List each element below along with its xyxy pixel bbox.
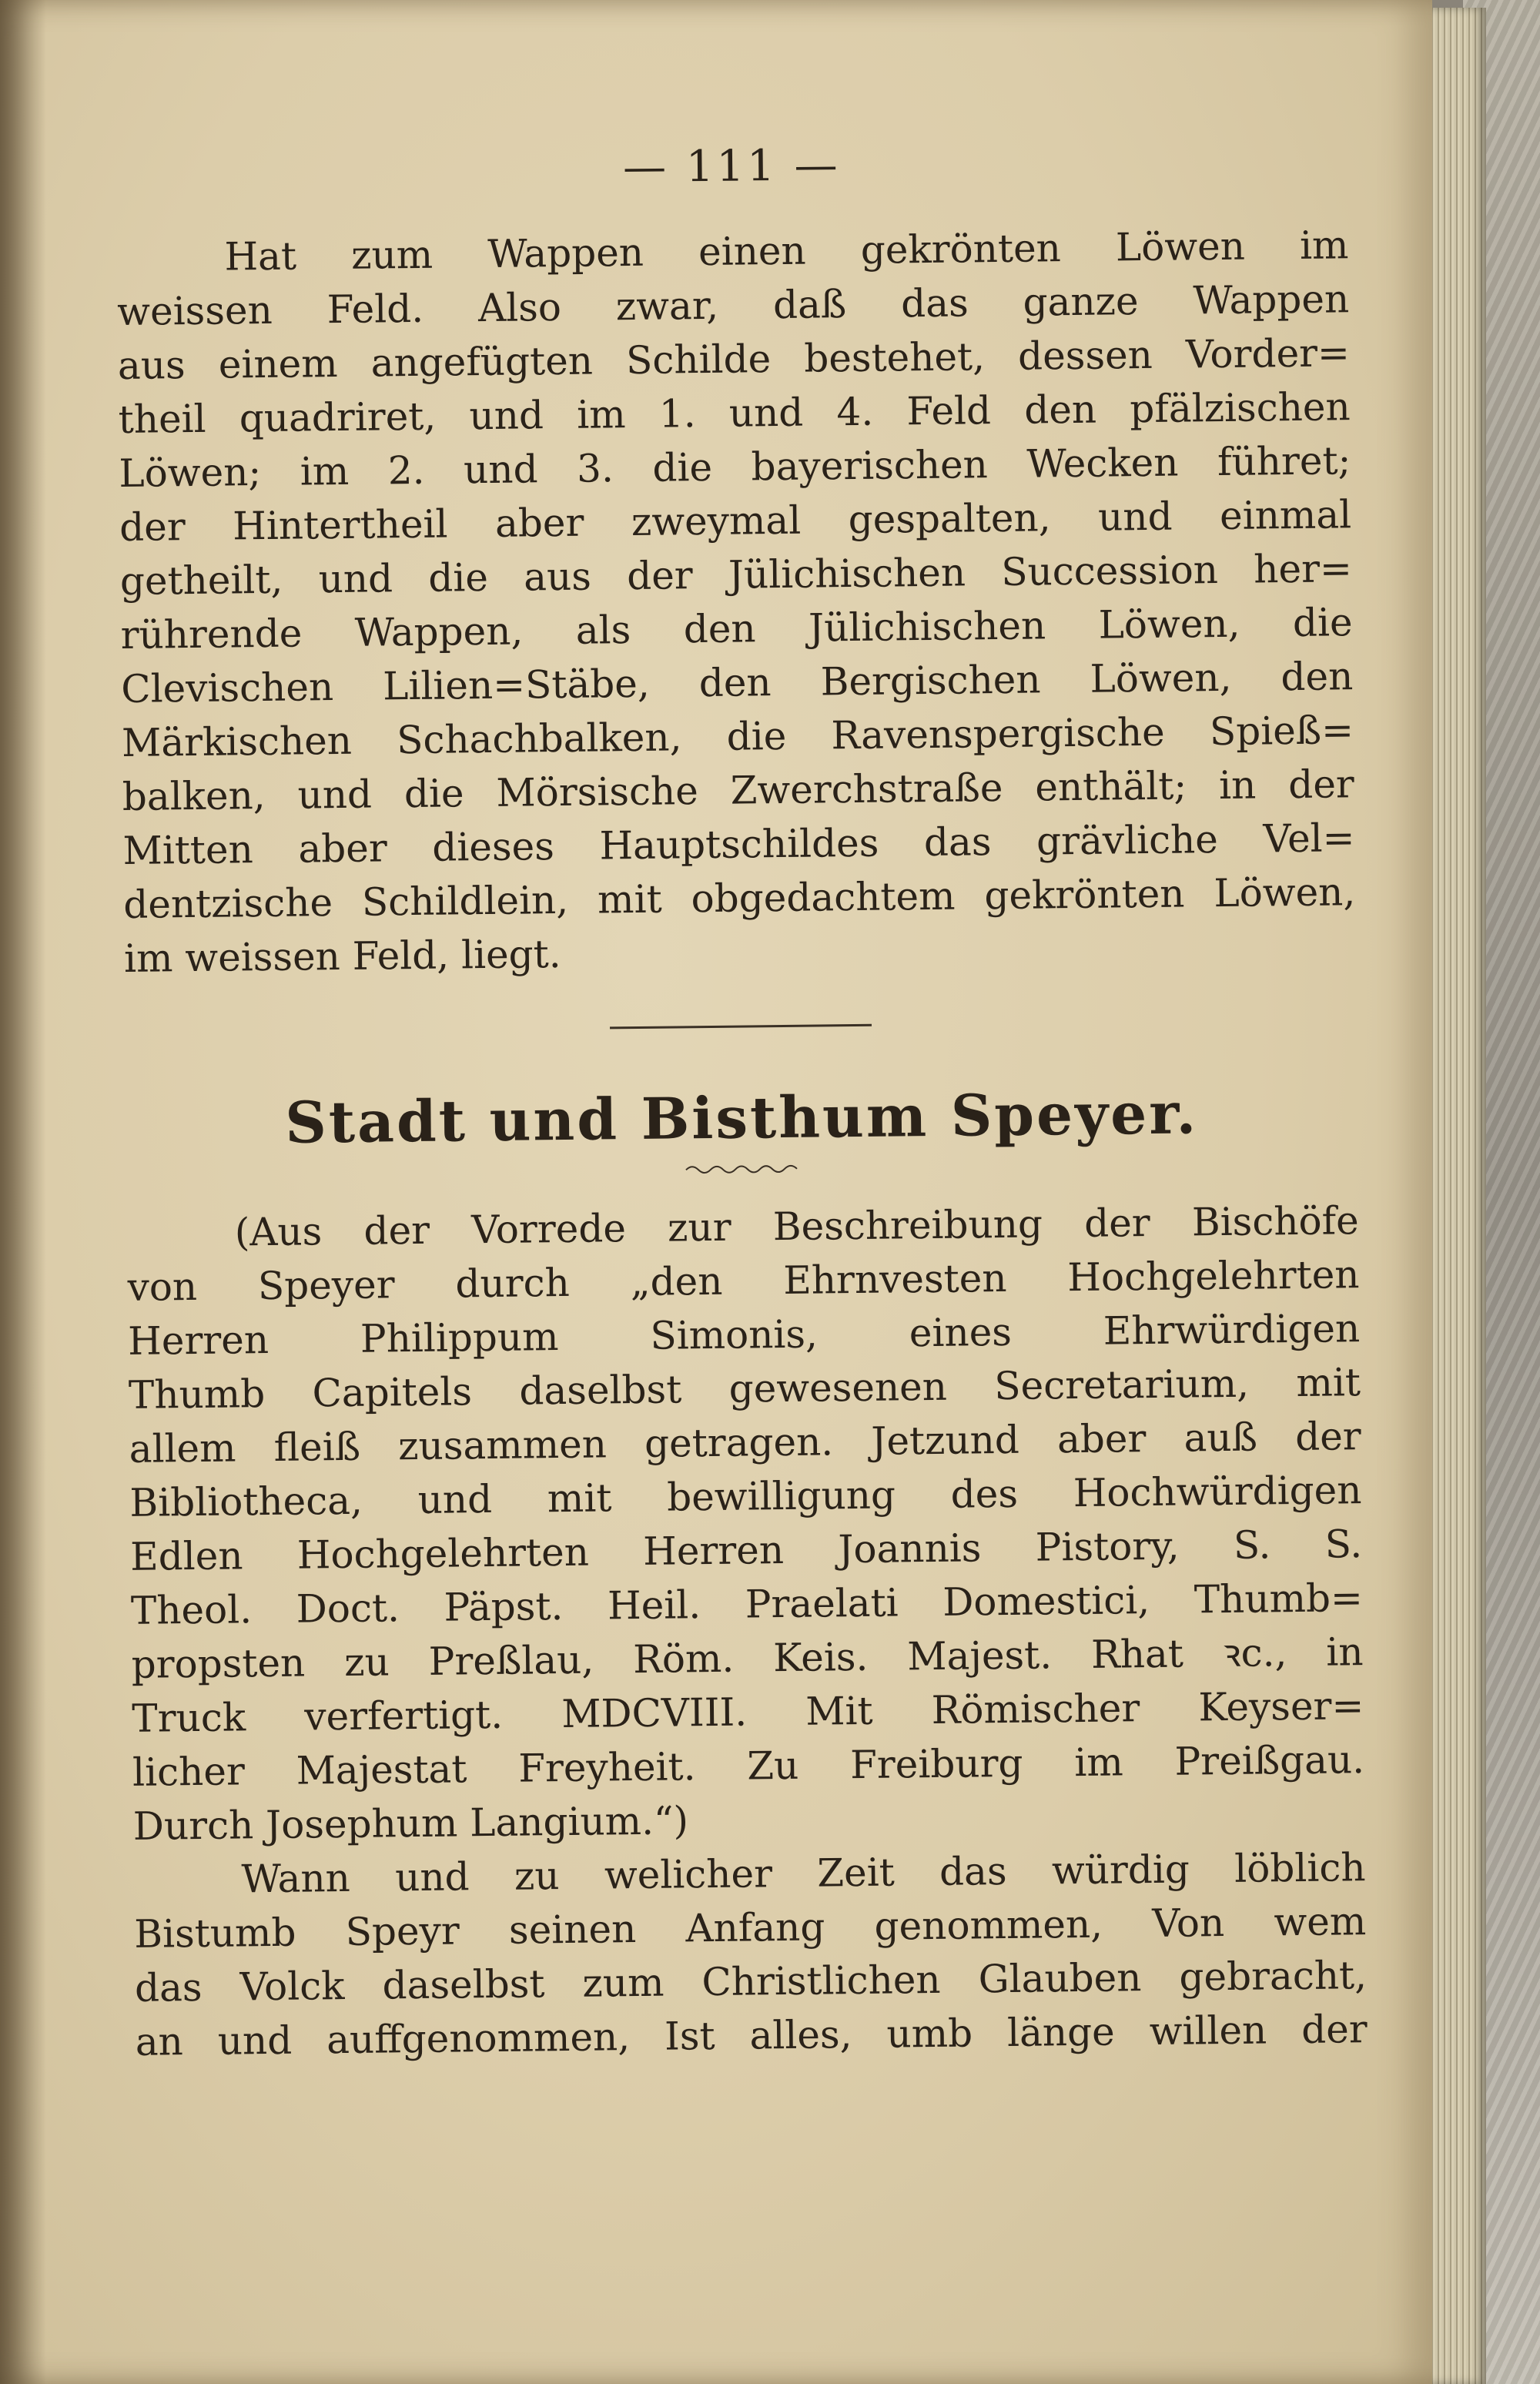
text-line: weissen Feld. Also zwar, daß das ganze Wappen	[116, 276, 1350, 334]
text-line: Löwen; im 2. und 3. die bayerischen Wecken führet;	[119, 438, 1351, 496]
text-line: Durch Josephum Langium.“)	[132, 1798, 689, 1849]
page-number: — 111 —	[622, 140, 841, 193]
text-line: Edlen Hochgelehrten Herren Joannis Pistory, S. S.	[129, 1522, 1363, 1579]
paragraph-preface	[126, 1194, 1365, 1853]
text-line: das Volck daselbst zum Christlichen Glauben gebracht,	[134, 1953, 1368, 2011]
paragraph-coat-of-arms	[116, 218, 1356, 986]
text-line: der Hintertheil aber zweymal gespalten, und einmal	[119, 492, 1352, 550]
ornament-squiggle	[685, 1161, 800, 1178]
text-line: Theol. Doct. Päpst. Heil. Praelati Domestici, Thumb=	[130, 1575, 1364, 1633]
text-line: Thumb Capitels daselbst gewesenen Secretarium, mit	[128, 1360, 1361, 1418]
text-line: von Speyer durch „den Ehrnvesten Hochgelehrten	[127, 1252, 1360, 1310]
section-heading: Stadt und Bisthum Speyer.	[284, 1080, 1199, 1157]
text-line: Hat zum Wappen einen gekrönten Löwen im	[224, 223, 1349, 280]
text-line: propsten zu Preßlau, Röm. Keis. Majest. Rhat ꝛc., in	[131, 1629, 1364, 1687]
text-line: Wann und zu welicher Zeit das würdig löblich	[241, 1845, 1366, 1902]
text-line: Clevischen Lilien=Stäbe, den Bergischen Löwen, den	[121, 654, 1354, 712]
text-line: balken, und die Mörsische Zwerchstraße enthält; in der	[122, 762, 1355, 819]
text-line: Bibliotheca, und mit bewilligung des Hochwürdigen	[129, 1468, 1362, 1525]
text-line: dentzische Schildlein, mit obgedachtem gekrönten Löwen,	[123, 869, 1356, 927]
text-line: (Aus der Vorrede zur Beschreibung der Bischöfe	[234, 1198, 1360, 1255]
text-line: Truck verfertigt. MDCVIII. Mit Römischer Keyser=	[132, 1683, 1364, 1741]
text-line: Mitten aber dieses Hauptschildes das grävliche Vel=	[122, 815, 1355, 873]
paragraph-history	[133, 1840, 1368, 2069]
text-line: rührende Wappen, als den Jülichischen Löwen, die	[120, 600, 1353, 658]
text-line: theil quadriret, und im 1. und 4. Feld den pfälzischen	[118, 384, 1351, 442]
text-line: aus einem angefügten Schilde bestehet, dessen Vorder=	[117, 330, 1351, 388]
text-line: Herren Philippum Simonis, eines Ehrwürdigen	[127, 1306, 1361, 1364]
text-line: getheilt, und die aus der Jülichischen Succession her=	[119, 546, 1353, 604]
text-block	[116, 133, 1368, 2069]
text-line: Märkischen Schachbalken, die Ravenspergische Spieß=	[121, 708, 1354, 765]
section-divider	[610, 1024, 872, 1030]
spine-shadow	[0, 0, 46, 2384]
text-line: im weissen Feld, liegt.	[123, 932, 561, 981]
text-line: Bistumb Speyr seinen Anfang genommen, Von wem	[134, 1899, 1367, 1957]
text-line: an und auffgenommen, Ist alles, umb länge willen der	[135, 2007, 1368, 2064]
text-line: licher Majestat Freyheit. Zu Freiburg im Preißgau.	[132, 1737, 1365, 1795]
text-line: allem fleiß zusammen getragen. Jetzund aber auß der	[129, 1414, 1361, 1472]
